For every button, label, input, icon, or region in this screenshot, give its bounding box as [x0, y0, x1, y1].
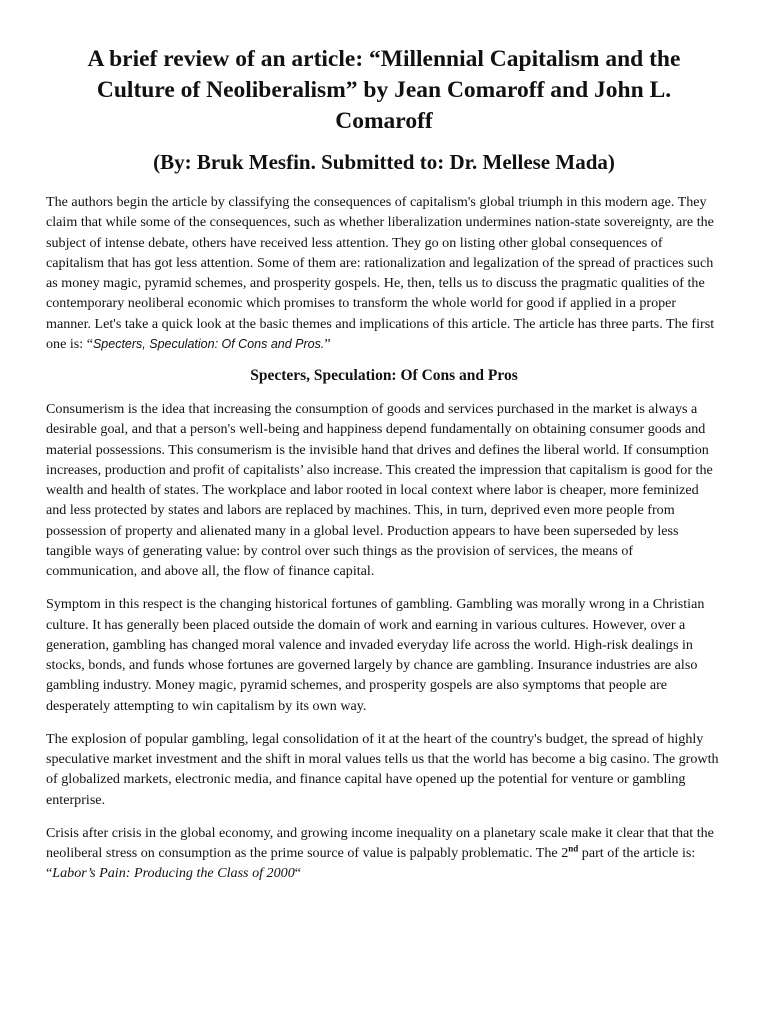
body-paragraph-crisis [46, 823, 722, 884]
intro-paragraph [46, 192, 722, 354]
crisis-text-middle: part of the article is: “ [46, 845, 696, 882]
section-heading: Specters, Speculation: Of Cons and Pros [250, 367, 518, 384]
document-title: A brief review of an article: “Millennial Capitalism and the Culture of Neoliberalism” by Jean Comaroff and John L. Comaroff [87, 46, 681, 134]
crisis-closing-quote: “ [294, 865, 302, 882]
body-paragraph-consumerism: Consumerism is the idea that increasing the consumption of goods and services purchased in the market is always a desirable goal, and that a person's well-being and happiness depend fundamentally on obtaining consumer goods and material possessions. This consumerism is the invisible hand that drives and defines the liberal world. If consumption increases, production and profit of capitalists’ also increase. This created the impression that capitalism is good for the wealth and health of states. The workplace and labor rooted in local context where labor is cheaper, more feminized and less protected by states and labors are replaced by machines. This, in turn, deprived even more people from possession of property and alienated many in a global level. Production appears to have been superseded by less tangible ways of generating value: by control over such things as the provision of services, the means of communication, and above all, the flow of finance capital. [46, 401, 713, 579]
author-byline: (By: Bruk Mesfin. Submitted to: Dr. Mellese Mada) [153, 150, 615, 174]
intro-quoted-title: Specters, Speculation: Of Cons and Pros. [92, 336, 325, 351]
part-two-title: Labor’s Pain: Producing the Class of 2000 [52, 865, 295, 882]
crisis-text-before: Crisis after crisis in the global economy, and growing income inequality on a planetary scale make it clear that that the neoliberal stress on consumption as the prime source of value is palpably problematic. The 2 [46, 824, 714, 861]
intro-closing-quote: ” [324, 335, 331, 352]
body-paragraph-casino: The explosion of popular gambling, legal consolidation of it at the heart of the country's budget, the spread of highly speculative market investment and the shift in moral values tells us that the world has become a big casino. The growth of globalized markets, electronic media, and finance capital have opened up the potential for venture or gambling enterprise. [46, 730, 719, 808]
intro-text: The authors begin the article by classifying the consequences of capitalism's global triumph in this modern age. They claim that while some of the consequences, such as whether liberalization undermines nation-state sovereignty, are the subject of intense debate, others have received less attention. They go on listing other global consequences of capitalism that has got less attention. Some of them are: rationalization and legalization of the spread of practices such as money magic, pyramid schemes, and prosperity gospels. He, then, tells us to discuss the pragmatic qualities of the contemporary neoliberal economic which promises to transform the whole world for good if applied in a proper manner. Let's take a quick look at the basic themes and implications of this article. The article has three parts. The first one is: “ [46, 194, 715, 352]
body-paragraph-gambling: Symptom in this respect is the changing historical fortunes of gambling. Gambling was morally wrong in a Christian culture. It has generally been placed outside the domain of work and earning in various cultures. However, over a generation, gambling has changed moral valence and invaded everyday life across the world. High-risk dealings in stocks, bonds, and funds whose fortunes are governed largely by chance are gambling. Insurance industries are also gambling industry. Money magic, pyramid schemes, and prosperity gospels are also symptoms that people are desperately attempting to win capitalism by its own way. [46, 596, 705, 714]
ordinal-superscript: nd [568, 843, 579, 854]
